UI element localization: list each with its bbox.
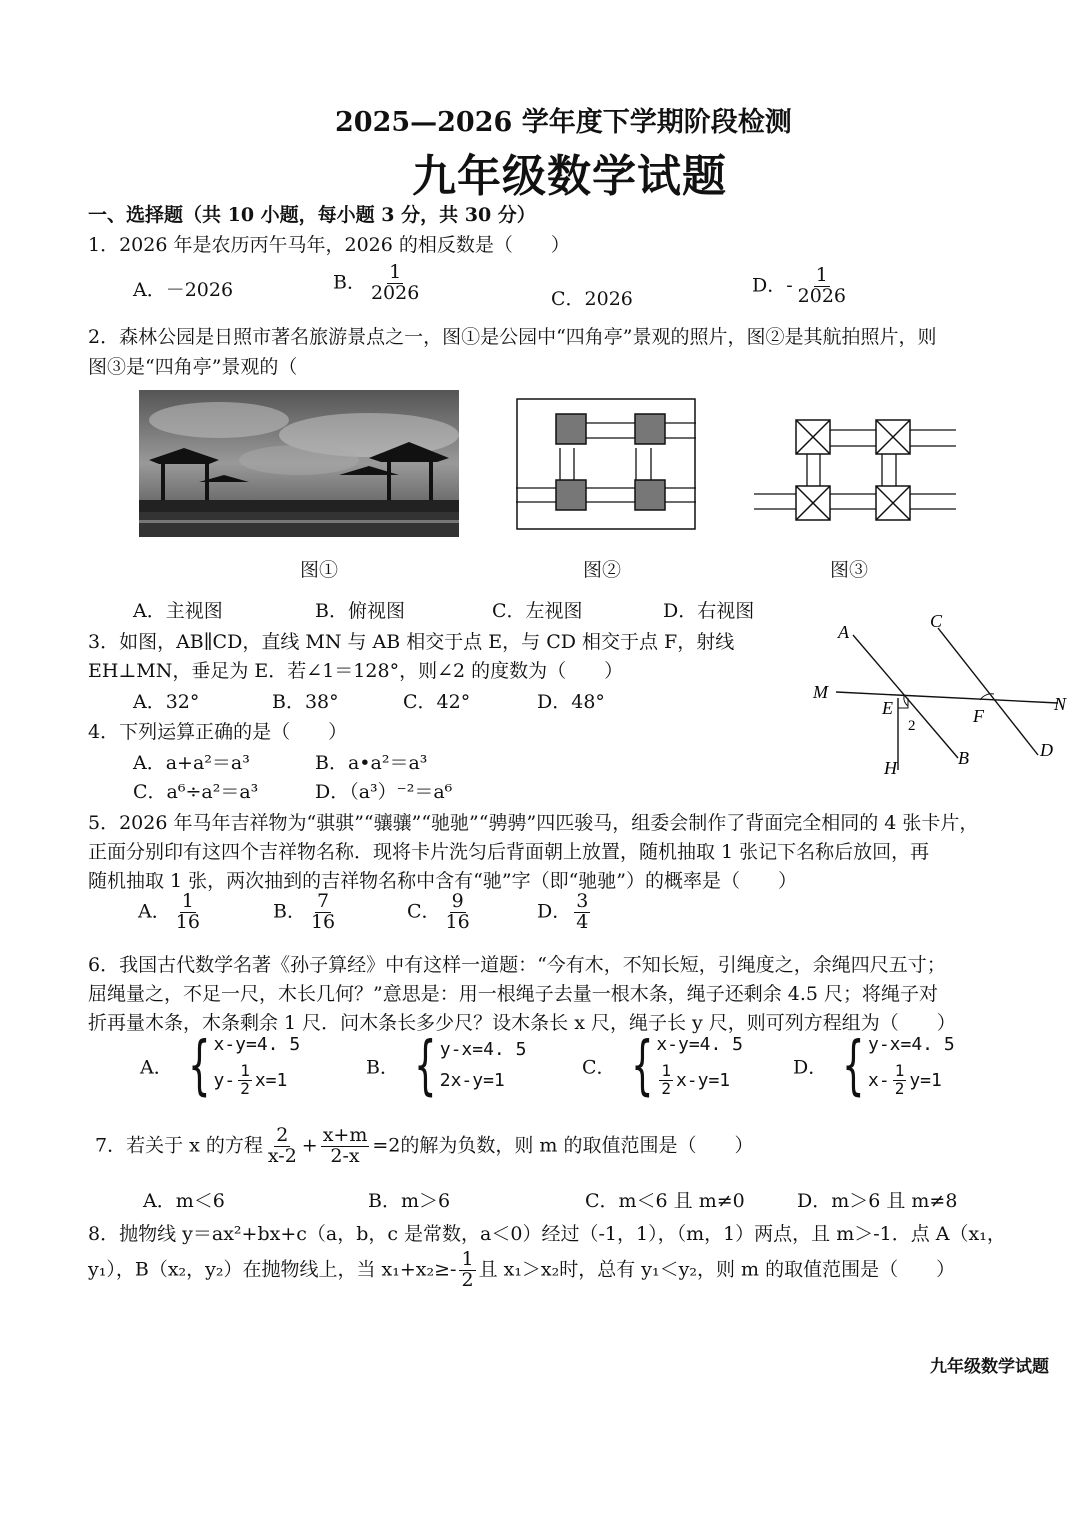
- label-b: B: [958, 748, 969, 768]
- q3-option-a: A．32°: [133, 691, 200, 713]
- fig2-label: 图②: [583, 559, 622, 581]
- q7-option-b: B．m＞6: [368, 1190, 451, 1212]
- q2-stem-line1: 2．森林公园是日照市著名旅游景点之一，图①是公园中“四角亭”景观的照片，图②是其航拍照片，则: [88, 326, 937, 348]
- page-footer: 九年级数学试题: [930, 1357, 1049, 1377]
- q6-option-c: C． { x-y=4. 5 $\frac{1}{2}$ x-y=1: [582, 1029, 744, 1103]
- q3-stem-line1: 3．如图，AB∥CD，直线 MN 与 AB 相交于点 E，与 CD 相交于点 F，射线: [88, 631, 735, 653]
- q2-option-a: A．主视图: [133, 600, 223, 622]
- q1-option-c: C．2026: [551, 288, 633, 310]
- q5-option-a: A． $\frac{1}{16}$: [138, 890, 200, 933]
- exam-subtitle: 2025—2026 学年度下学期阶段检测: [335, 107, 792, 138]
- q1-stem: 1．2026 年是农历丙午马年，2026 的相反数是（ ）: [88, 234, 570, 256]
- q7-option-a: A．m＜6: [143, 1190, 225, 1212]
- q2-stem-line2: 图③是“四角亭”景观的（: [88, 356, 298, 378]
- q5-option-b: B． $\frac{7}{16}$: [273, 890, 336, 933]
- q5-stem-line3: 随机抽取 1 张，两次抽到的吉祥物名称中含有“驰”字（即“驰驰”）的概率是（ ）: [88, 870, 798, 892]
- q3-option-b: B．38°: [272, 691, 339, 713]
- q7-stem: 7．若关于 x 的方程 $\frac{2}{x-2}$ + $\frac{x+m}{2-x}$ =2的解为负数，则 m 的取值范围是（ ）: [95, 1124, 754, 1167]
- q5-option-c: C． $\frac{9}{16}$: [407, 890, 470, 933]
- label-angle-2: 2: [908, 718, 916, 734]
- label-c: C: [930, 611, 943, 631]
- label-m: M: [813, 682, 828, 702]
- q2-option-b: B．俯视图: [315, 600, 405, 622]
- q5-stem-line1: 5．2026 年马年吉祥物为“骐骐”“骧骧”“驰驰”“骋骋”四匹骏马，组委会制作了背面完全相同的 4 张卡片，: [88, 812, 979, 834]
- label-e: E: [882, 698, 893, 718]
- label-h: H: [884, 758, 897, 778]
- label-d: D: [1040, 740, 1053, 760]
- q8-stem-line2: y₁），B（x₂，y₂）在抛物线上，当 x₁+x₂≥- $\frac{1}{2}$ 且 x₁＞x₂时，总有 y₁＜y₂，则 m 的取值范围是（ ）: [88, 1248, 956, 1291]
- label-f: F: [973, 706, 984, 726]
- q2-option-c: C．左视图: [492, 600, 583, 622]
- q7-option-c: C．m＜6 且 m≠0: [585, 1190, 745, 1212]
- q4-option-b: B．a•a²＝a³: [315, 752, 428, 774]
- q2-option-d: D．右视图: [663, 600, 755, 622]
- q3-option-d: D．48°: [537, 691, 605, 713]
- q4-stem: 4．下列运算正确的是（ ）: [88, 721, 348, 743]
- q4-option-d: D．（a³）⁻²＝a⁶: [315, 781, 453, 803]
- q3-stem-line2: EH⊥MN，垂足为 E．若∠1＝128°，则∠2 的度数为（ ）: [88, 660, 624, 682]
- q6-option-d: D． { y-x=4. 5 x- $\frac{1}{2}$ y=1: [793, 1029, 955, 1103]
- q5-stem-line2: 正面分别印有这四个吉祥物名称．现将卡片洗匀后背面朝上放置，随机抽取 1 张记下名称后放回，再: [88, 841, 930, 863]
- q6-stem-line1: 6．我国古代数学名著《孙子算经》中有这样一道题：“今有木，不知长短，引绳度之，余绳四尺五寸；: [88, 954, 946, 976]
- q7-option-d: D．m＞6 且 m≠8: [797, 1190, 958, 1212]
- label-n: N: [1054, 694, 1067, 714]
- q5-option-d: D． $\frac{3}{4}$: [537, 890, 589, 933]
- q1-option-d: D．- $\frac{1}{2026}$: [752, 264, 847, 307]
- section-heading: 一、选择题（共 10 小题，每小题 3 分，共 30 分）: [88, 204, 536, 226]
- q4-option-c: C．a⁶÷a²＝a³: [133, 781, 259, 803]
- q3-option-c: C．42°: [403, 691, 471, 713]
- fig1-label: 图①: [300, 559, 339, 581]
- q6-option-a: A． { x-y=4. 5 y- $\frac{1}{2}$ x=1: [140, 1029, 301, 1103]
- q1-option-b: B． $\frac{1}{2026}$: [333, 261, 420, 304]
- exam-title: 九年级数学试题: [412, 151, 727, 202]
- label-a: A: [838, 622, 849, 642]
- fig3-label: 图③: [830, 559, 869, 581]
- q8-stem-line1: 8．抛物线 y＝ax²+bx+c（a，b，c 是常数，a＜0）经过（-1，1），（m，1）两点，且 m＞-1．点 A（x₁，: [88, 1223, 1006, 1245]
- q6-stem-line3: 折再量木条，木条剩余 1 尺．问木条长多少尺？设木条长 x 尺，绳子长 y 尺，则可列方程组为（ ）: [88, 1012, 956, 1034]
- pavilion-view-diagram: [754, 416, 956, 526]
- pavilion-photo: [139, 390, 459, 537]
- q4-option-a: A．a+a²＝a³: [133, 752, 250, 774]
- q6-option-b: B． { y-x=4. 5 2x-y=1: [366, 1029, 527, 1103]
- q1-option-a: A．－2026: [133, 279, 234, 301]
- q6-stem-line2: 屈绳量之，不足一尺，木长几何？”意思是：用一根绳子去量一根木条，绳子还剩余 4.5 尺；将绳子对: [88, 983, 939, 1005]
- q3-geometry-figure: [808, 610, 1073, 780]
- pavilion-aerial-diagram: [516, 398, 696, 530]
